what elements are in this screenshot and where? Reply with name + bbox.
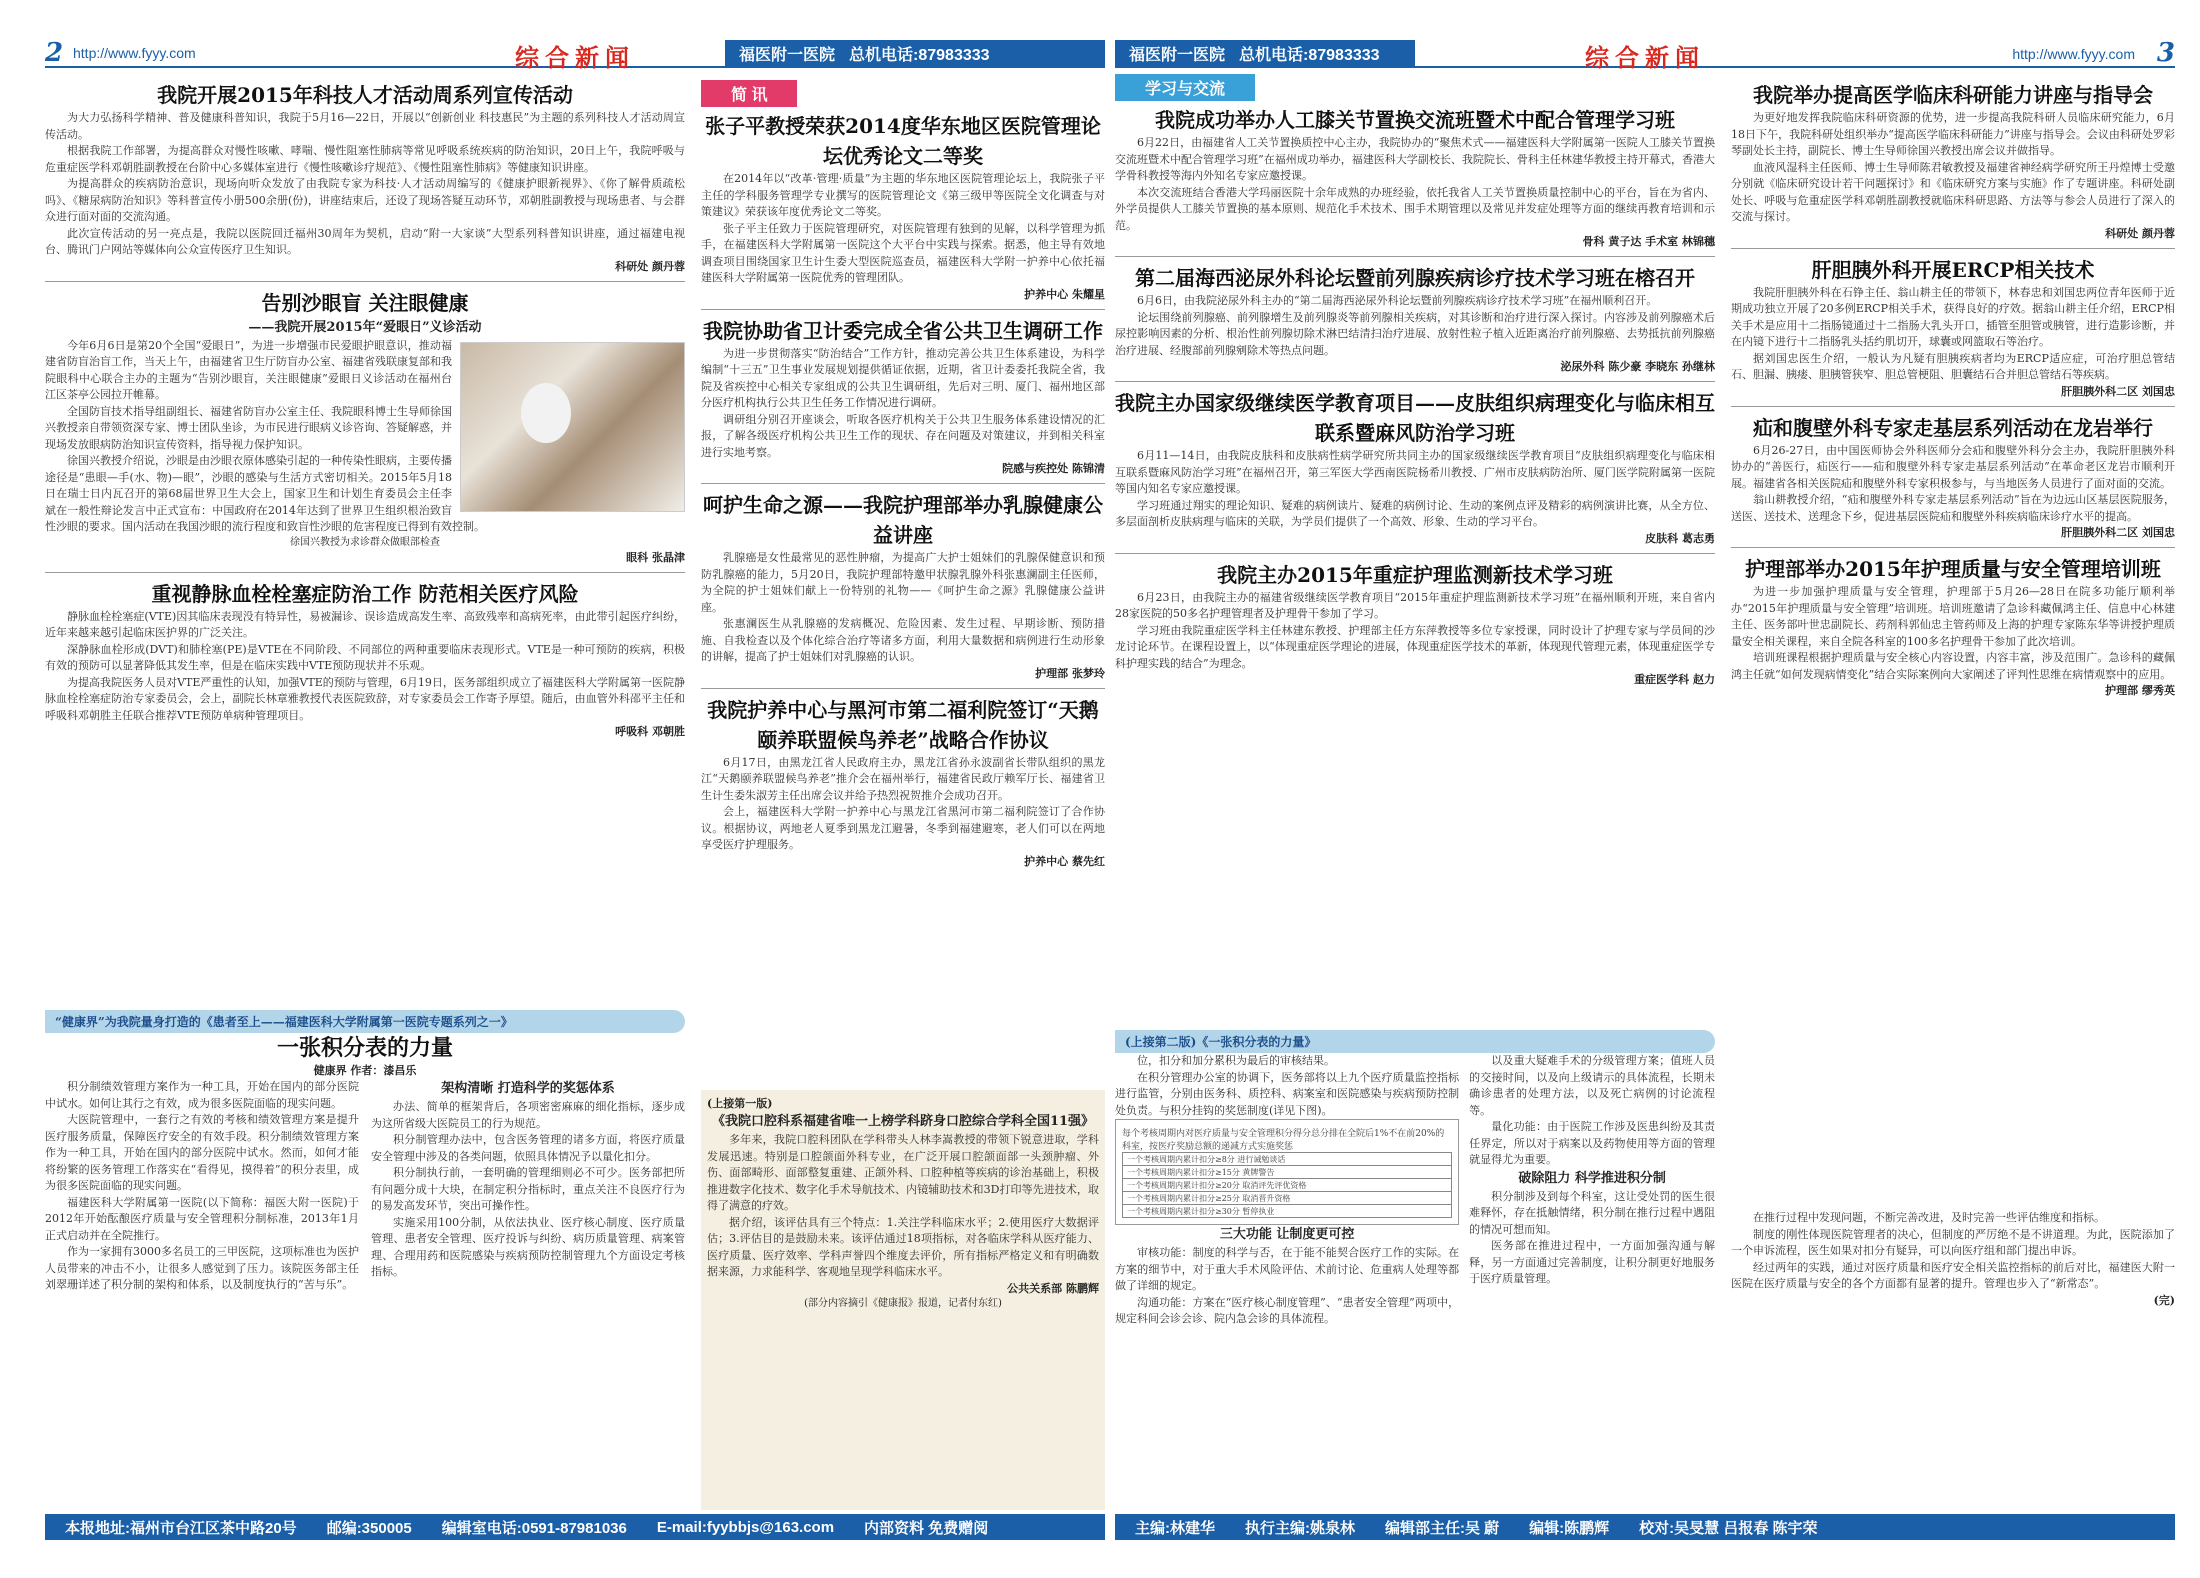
divider [701,688,1105,689]
page-3 [1115,40,2175,1540]
right-main-column [1115,74,1715,1024]
feature-continued-end: 在推行过程中发现问题，不断完善改进，及时完善一些评估维度和指标。 制度的刚性体现医院管理者的决心，但制度的严厉绝不是不讲道理。为此，医院添加了一个申诉流程，医生如果对扣分有疑异，可以向医疗组和部门提出申诉。 经过两年的实践，通过对医疗质量和医疗安全相关监控指标的前后对比，福建医大附一医院在医疗质量与安全的各个方面都有显著的提升。管理也步入了“新常态”。 (完) [1731,1211,2175,1307]
left-side-column [701,80,1105,1080]
page-header [1115,38,2175,72]
divider [1115,256,1715,257]
byline: 肝胆胰外科二区 刘国忠 [2061,384,2175,398]
article-public-health: 我院协助省卫计委完成全省公共卫生调研工作 为进一步贯彻落实“防治结合”工作方针，推动完善公共卫生体系建设，为科学编制“十三五”卫生事业发展规划提供循证依据，近期，省卫计委委托我院全省，我院及省疾控中心相关专家组成的公共卫生调研组，先后对三明、厦门、福州地区部分医疗机构执行公共卫生任务工作情况进行调研。 调研组分别召开座谈会，听取各医疗机构关于公共卫生服务体系建设情况的汇报，了解各级医疗机构公共卫生工作的现状、存在问题及对策建议，并到相关科室进行实地考察。 院感与疾控处 陈锦清 [701,316,1105,478]
feature-ribbon: “健康界”为我院量身打造的《患者至上——福建医科大学附属第一医院专题系列之一》 [45,1010,685,1033]
article-knee: 我院成功举办人工膝关节置换交流班暨术中配合管理学习班 6月22日，由福建省人工关节置换质控中心主办，我院协办的“聚焦术式——福建医科大学附属第一医院人工膝关节置换交流班暨术中配合管理学习班”在福州成功举办，福建医科大学副校长、我院院长、骨科主任林建华教授主持开幕式，香港大学骨科教授等海内外知名专家应邀授课。 本次交流班结合香港大学玛丽医院十余年成熟的办班经验，依托我省人工关节置换质量控制中心的平台，旨在为省内、外学员提供人工膝关节置换的基本原则、规范化手术技术、围手术期管理以及常见并发症处理等方面的继续再教育培训和示范。 骨科 黄子达 手术室 林锦穗 [1115,105,1715,250]
feature-col-2: 架构清晰 打造科学的奖惩体系 办法、简单的框架背后，各项密密麻麻的细化指标，逐步成为这所省级大医院员工的行为规范。 积分制管理办法中，包含医务管理的诸多方面，将医疗质量安全管理中涉及的各类问题，依照具体情况予以量化扣分。 积分制执行前，一套明确的管理细则必不可少。医务部把所有问题分成十大块，在制定积分指标时，重点关注不良医疗行为的易发高发环节，突出可操作性。 实施采用100分制，从依法执业、医疗核心制度、医疗质量管理、患者安全管理、医疗投诉与纠纷、病历质量管理、病案管理、合理用药和医院感染与疾病预防控制管理九个方面设定考核指标。 [371,1081,685,1278]
byline: 呼吸科 邓朝胜 [615,725,685,738]
byline: 公共关系部 陈鹏辉 [1007,1281,1099,1295]
box-note: (部分内容摘引《健康报》报道，记者付东红) [804,1297,1002,1309]
divider [1115,553,1715,554]
article-title: 我院护养中心与黑河市第二福利院签订“天鹅颐养联盟候鸟养老”战略合作协议 [707,697,1099,752]
byline: 护理部 张梦玲 [1035,666,1105,680]
hospital-banner: 福医附一医院 总机电话:87983333 [1115,40,1415,66]
article-dermatology: 我院主办国家级继续医学教育项目——皮肤组织病理变化与临床相互联系暨麻风防治学习班 6月11—14日，由我院皮肤科和皮肤病性病学研究所共同主办的国家级继续医学教育项目“皮肤组织病理变化与临床相互联系暨麻风防治学习班”在福州召开，第三军医大学西南医院杨希川教授、广州市皮肤病防治所、厦门医学院附属第一医院等国内知名专家应邀授课。 学习班通过翔实的理论知识、疑难的病例读片、疑难的病例讨论、生动的案例点评及精彩的病例演讲比赛，从全方位、多层面剖析皮肤病理与临床的关联，为学员们提供了一个高效、形象、生动的学习平台。 皮肤科 葛志勇 [1115,388,1715,547]
article-title: 告别沙眼盲 关注眼健康 [261,290,469,315]
left-main-column [45,80,685,1000]
end-mark: (完) [2153,1293,2175,1307]
section-tag: 学习与交流 [1115,74,1255,101]
article-title: 重视静脉血栓栓塞症防治工作 防范相关医疗风险 [151,581,579,606]
box-head: (上接第一版) [707,1097,773,1110]
feature-continued-body [1115,1053,1715,1328]
photo-caption: 徐国兴教授为求诊群众做眼部检查 [290,536,440,548]
article-title: 疝和腹壁外科专家走基层系列活动在龙岩举行 [1753,415,2153,440]
article-hernia: 疝和腹壁外科专家走基层系列活动在龙岩举行 6月26-27日，由中国医师协会外科医师分会疝和腹壁外科分会主办，我院肝胆胰外科协办的“善医行，疝医行——疝和腹壁外科专家走基层系列活动”在革命老区龙岩市顺利开展。福建省各相关医院疝和腹壁外科专家积极参与，与当地医务人员进行了面对面的交流。 翁山耕教授介绍，“疝和腹壁外科专家走基层系列活动”旨在为边远山区基层医院服务，送医、送技术、送理念下乡，促进基层医院疝和腹壁外科疾病临床诊疗水平的提高。 肝胆胰外科二区 刘国忠 [1731,413,2175,542]
page-footer: 主编:林建华 执行主编:姚泉林 编辑部主任:吴 蔚 编辑:陈鹏辉 校对:吴旻慧 吕报春 陈宇荣 [1115,1514,2175,1540]
article-research-lecture: 我院举办提高医学临床科研能力讲座与指导会 为更好地发挥我院临床科研资源的优势，进一步提高我院科研人员临床研究能力，6月18日下午，我院科研处组织举办“提高医学临床科研能力”讲座与指导会。会议由科研处罗彩琴副处长主持，副院长、博士生导师徐国兴教授出席会议并做指导。 血液风湿科主任医师、博士生导师陈君敏教授及福建省神经病学研究所王丹煌博士受邀分别就《临床研究设计若干问题探讨》和《临床研究方案与实施》作了专题讲座。科研处副处长、呼吸与危重症医学科邓朝胜副教授就临床科研思路、方法等与参会人员进行了深入的交流与探讨。 科研处 颜丹蓉 [1731,80,2175,242]
page-footer: 本报地址:福州市台江区茶中路20号 邮编:350005 编辑室电话:0591-87981036 E-mail:fyybbjs@163.com 内部资料 免费赠阅 [45,1514,1105,1540]
article-title: 我院开展2015年科技人才活动周系列宣传活动 [157,83,573,107]
divider [45,572,685,573]
eye-exam-photo [460,342,685,512]
byline: 护理部 缪秀英 [2105,684,2175,697]
divider [45,281,685,282]
feature-subhead: 三大功能 让制度更可控 [1219,1227,1355,1242]
feature-subhead: 破除阻力 科学推进积分制 [1518,1170,1666,1186]
article-title: 我院主办国家级继续医学教育项目——皮肤组织病理变化与临床相互联系暨麻风防治学习班 [1115,391,1715,445]
article-heihe: 我院护养中心与黑河市第二福利院签订“天鹅颐养联盟候鸟养老”战略合作协议 6月17日，由黑龙江省人民政府主办，黑龙江省孙永波副省长带队组织的黑龙江“天鹅颐养联盟候鸟养老”推介会在福州举行，福建省民政厅赖军厅长、福建省卫生计生委朱淑芳主任出席会议并给予热烈祝贺推介会成功召开。 会上，福建医科大学附一护养中心与黑龙江省黑河市第二福利院签订了合作协议。根据协议，两地老人夏季到黑龙江避暑，冬季到福建避寒，老人们可以在两地享受医疗护理服务。 护养中心 蔡先红 [701,695,1105,870]
feature-scoresheet [45,1010,685,1510]
article-title: 我院协助省卫计委完成全省公共卫生调研工作 [703,318,1103,343]
footer-email[interactable]: E-mail:fyybbjs@163.com [656,1518,835,1536]
feature-col-1: 积分制绩效管理方案作为一种工具，开始在国内的部分医院中试水。如何让其行之有效，成为很多医院面临的现实问题。 大医院管理中，一套行之有效的考核和绩效管理方案是提升医疗服务质量，保障医疗安全的有效手段。积分制绩效管理方案作为一种工具，开始在国内的部分医院中试水。然而，如何才能将纷繁的医务管理工作落实在“看得见，摸得着”的积分表里，成为很多医院面临的现实问题。 福建医科大学附属第一医院(以下简称：福医大附一医院)于2012年开始酝酿医疗质量与安全管理积分制标准，2013年1月正式启动并在全院推行。 作为一家拥有3000多名员工的三甲医院，这项标准也为医护人员带来的冲击不小，让很多人感觉到了压力。该院医务部主任刘翠珊详述了积分制的架构和体系，以及制度执行的“苦与乐”。 [45,1080,359,1291]
article-icu-nursing: 我院主办2015年重症护理监测新技术学习班 6月23日，由我院主办的福建省级继续医学教育项目“2015年重症护理监测新技术学习班”在福州顺利开班，来自省内28家医院的50多名护理管理者及护理骨干参加了学习。 学习班由我院重症医学科主任林建东教授、护理部主任方东萍教授等多位专家授课，同时设计了护理专家与学员间的沙龙讨论环节。在课程设置上，以“体现重症医学理论的进展，体现重症医学技术的革新，体现现代管理元素，体现重症医学专科护理实践的结合”为理念。 重症医学科 赵力 [1115,560,1715,689]
article-urology: 第二届海西泌尿外科论坛暨前列腺疾病诊疗技术学习班在榕召开 6月6日，由我院泌尿外科主办的“第二届海西泌尿外科论坛暨前列腺疾病诊疗技术学习班”在福州顺利召开。 论坛围绕前列腺癌、前列腺增生及前列腺炎等前列腺相关疾病，对其诊断和治疗进行深入探讨。内容涉及前列腺癌术后尿控影响因素的分析、根治性前列腺切除术淋巴结清扫治疗进展、放射性粒子植入近距离治疗前列腺癌、去势抵抗前列腺癌治疗进展、经腹部前列腺剜除术等热点问题。 泌尿外科 陈少豪 李晓东 孙继林 [1115,263,1715,375]
article-title: 我院主办2015年重症护理监测新技术学习班 [1217,562,1613,587]
penalty-table: 每个考核周期内对医疗质量与安全管理积分得分总分排在全院后1%不在前20%的科室，按医疗奖励总额的递减方式实施奖惩 一个考核周期内累计扣分≥8分 进行诫勉谈话 一个考核周期内累计扣分≥15分 黄牌警告 一个考核周期内累计扣分≥20分 取消评先评优资格 一个考核周期内累计扣分≥25分 取消晋升资格 一个考核周期内累计扣分≥30分 暂停执业 [1115,1119,1459,1225]
divider [701,483,1105,484]
article-title: 张子平教授荣获2014度华东地区医院管理论坛优秀论文二等奖 [705,114,1101,168]
divider [1731,248,2175,249]
feature-continued [1115,1030,1715,1510]
article-title: 呵护生命之源——我院护理部举办乳腺健康公益讲座 [703,493,1103,547]
article-vte: 重视静脉血栓栓塞症防治工作 防范相关医疗风险 静脉血栓栓塞症(VTE)因其临床表现没有特异性，易被漏诊、误诊造成高发生率、高致残率和高病死率，由此带引起医疗纠纷，近年来越来越引起临床医护界的广泛关注。 深静脉血栓形成(DVT)和肺栓塞(PE)是VTE在不同阶段、不同部位的两种重要临床表现形式。VTE是一种可预防的疾病，积极有效的预防可以显著降低其发生率，但是在临床实践中VTE预防现状并不乐观。 为提高我院医务人员对VTE严重性的认知，加强VTE的预防与管理，6月19日，医务部组织成立了福建医科大学附属第一医院静脉血栓栓塞症防治专家委员会，会上，副院长林章雅教授代表医院致辞，对专家委员会工作寄予厚望。随后，由血管外科邵平主任和呼吸科邓朝胜主任联合推荐VTE预防单病种管理项目。 呼吸科 邓朝胜 [45,579,685,741]
page-header [45,38,1105,72]
feature-subhead: 架构清晰 打造科学的奖惩体系 [441,1081,615,1096]
article-breast-health: 呵护生命之源——我院护理部举办乳腺健康公益讲座 乳腺癌是女性最常见的恶性肿瘤，为提高广大护士姐妹们的乳腺保健意识和预防乳腺癌的能力，5月20日，我院护理部特邀甲状腺乳腺外科张惠澜副主任医师，为全院的护士姐妹们献上一份特别的礼物——《呵护生命之源》乳腺健康公益讲座。 张惠澜医生从乳腺癌的发病概况、危险因素、发生过程、早期诊断、预防措施、自我检查以及个体化综合治疗等诸多方面，利用大量数据和病例进行生动形象的讲解，提高了护士姐妹们对乳腺癌的认识。 护理部 张梦玲 [701,490,1105,682]
byline: 骨科 黄子达 手术室 林锦穗 [1582,235,1715,248]
site-url[interactable]: http://www.fyyy.com [2012,46,2135,62]
feature-continued-col-2: 以及重大疑难手术的分级管理方案；值班人员的交接时间，以及向上级请示的具体流程，长期未确诊患者的处理方法，以及死亡病例的讨论流程等。 量化功能：由于医院工作涉及医患纠纷及其责任界定，所以对于病案以及药物使用等方面的管理就显得尤为重要。 破除阻力 科学推进积分制 积分制涉及到每个科室，这让受处罚的医生很难释怀，存在抵触情绪，积分制在推行过程中遇阻的情况可想而知。 医务部在推进过程中，一方面加强沟通与解释，另一方面通过完善制度，让积分制更好地服务于医疗质量管理。 [1469,1054,1715,1285]
article-eye-day: 告别沙眼盲 关注眼健康 ——我院开展2015年“爱眼日”义诊活动 今年6月6日是第20个全国“爱眼日”，为进一步增强市民爱眼护眼意识，推动福建省防盲治盲工作，当天上午，由福建省卫生厅防盲办公室、福建省残联康复部和我院眼科中心联合主办的主题为“告别沙眼盲，关注眼健康”爱眼日义诊活动在福州台江区茶亭公园拉开帷幕。 全国防盲技术指导组副组长、福建省防盲办公室主任、我院眼科博士生导师徐国兴教授亲自带领资深专家、博士团队坐诊，为市民进行眼病义诊咨询、答疑解惑，并现场发放眼病防治知识宣传资料，指导视力保护知识。 徐国兴教授介绍说，沙眼是由沙眼衣原体感染引起的一种传染性眼病，主要传播途径是“患眼—手(水、物)—眼”，沙眼的感染与生活方式密切相关。2015年5月18日在瑞士日内瓦召开的第68届世界卫生大会上，国家卫生和计划生育委员会主任李斌在一般性辩论发言中正式宣布：中国政府在2014年达到了世界卫生组织根治致盲性沙眼的要求。国内活动在我国沙眼的流行程度和致盲性沙眼的危害程度已得到有效控制。 徐国兴教授为求诊群众做眼部检查 眼科 张晶津 [45,288,685,566]
page-2 [45,40,1105,1540]
right-side-column [1731,80,2175,1200]
divider [701,309,1105,310]
byline: 护养中心 蔡先红 [1024,854,1105,868]
byline: 科研处 颜丹蓉 [615,259,685,273]
continued-head: (上接第二版)《一张积分表的力量》 [1115,1030,1715,1053]
byline: 护养中心 朱耀星 [1024,287,1105,301]
continued-box-dental: (上接第一版) 《我院口腔科系福建省唯一上榜学科跻身口腔综合学科全国11强》 多年来，我院口腔科团队在学科带头人林李嵩教授的带领下锐意进取，学科发展迅速。特别是口腔颌面外科专业，在广泛开展口腔颌面部一头颈肿瘤、外伤、面部畸形、面部整复重建、正颌外科、口腔种植等疾病的诊治基础上，积极推进数字化技术、数字化手术导航技术、内镜辅助技术和3D打印等先进技术，取得了满意的疗效。 据介绍，该评估具有三个特点：1.关注学科临床水平；2.使用医疗大数据评估；3.评估目的是鼓励未来。该评估通过18项指标，对各临床学科从医疗能力、医疗质量、医疗效率、学科声誉四个维度去评价，所有指标严格定义和有明确数据来源，力求能科学、客观地呈现学科临床水平。 公共关系部 陈鹏辉 (部分内容摘引《健康报》报道，记者付东红) [701,1090,1105,1510]
article-title: 我院举办提高医学临床科研能力讲座与指导会 [1753,83,2153,107]
brief-tag: 简 讯 [701,80,797,107]
feature-title: 一张积分表的力量 [276,1035,453,1061]
divider [1731,547,2175,548]
feature-continued-col-1: 位，扣分和加分累积为最后的审核结果。 在积分管理办公室的协调下，医务部将以上九个医疗质量监控指标进行监管，分别由医务科、质控科、病案室和医院感染与疾病预防控制处负责。与积分挂钩的奖惩制度(详见下图)。 每个考核周期内对医疗质量与安全管理积分得分总分排在全院后1%不在前20%的科室，按医疗奖励总额的递减方式实施奖惩 一个考核周期内累计扣分≥8分 进行诫勉谈话 一个考核周期内累计扣分≥15分 黄牌警告 一个考核周期内累计扣分≥20分 取消评先评优资格 一个考核周期内累计扣分≥25分 取消晋升资格 一个考核周期内累计扣分≥30分 暂停执业 三大功能 让制度更可控 审核功能：制度的科学与否，在于能不能契合医疗工作的实际。在方案的细节中，对于重大手术风险评估、术前讨论、危重病人处理等都做了详细的规定。 沟通功能：方案在“医疗核心制度管理”、“患者安全管理”两项中，规定科间会诊会诊、院内急会诊的具体流程。 [1115,1054,1460,1325]
masthead: 综合新闻 [515,43,635,72]
article-award: 张子平教授荣获2014度华东地区医院管理论坛优秀论文二等奖 在2014年以“改革·管理·质量”为主题的华东地区医院管理论坛上，我院张子平主任的学科服务管理学专业撰写的医院管理论文《第三级甲等医院全文化调查与对策建议》荣获该年度优秀论文二等奖。 张子平主任致力于医院管理研究，对医院管理有独到的见解，以科学管理为抓手，在福建医科大学附属第一医院这个大平台中实践与探索。据悉，他主导有效地调查项目围绕国家卫生计生委大型医院巡查员，福建医科大学附一护养中心依托福建医科大学附属第一医院优秀的管理团队。 护养中心 朱耀星 [701,111,1105,303]
article-title: 第二届海西泌尿外科论坛暨前列腺疾病诊疗技术学习班在榕召开 [1135,266,1695,290]
page-number: 3 [2156,38,2175,68]
feature-body [45,1079,685,1294]
box-title: 《我院口腔科系福建省唯一上榜学科跻身口腔综合学科全国11强》 [711,1114,1095,1129]
article-tech-week: 我院开展2015年科技人才活动周系列宣传活动 为大力弘扬科学精神、普及健康科普知识，我院于5月16—22日，开展以“创新创业 科技惠民”为主题的系列科技人才活动周宣传活动。 根据我院工作部署，为提高群众对慢性咳嗽、哮喘、慢性阻塞性肺病等常见呼吸系统疾病的防治知识，20日上午，我院呼吸与危重症医学科邓朝胜副教授在台阶中心多媒体室进行《慢性咳嗽诊疗规范》、《慢性阻塞性肺病》等健康知识讲座。 为提高群众的疾病防治意识，现场向听众发放了由我院专家为科技·人才活动周编写的《健康护眼新视界》、《你了解骨质疏松吗》、《糖尿病防治知识》等科普宣传小册500余册(份)，讲座结束后，还设了现场答疑互动环节，邓朝胜副教授与现场患者、与会群众进行面对面的交流沟通。 此次宣传活动的另一亮点是，我院以医院回迁福州30周年为契机，启动“附一大家谈”大型系列科普知识讲座，通过福建电视台、腾讯门户网站等媒体向公众宣传医疗卫生知识。 科研处 颜丹蓉 [45,80,685,275]
hospital-banner: 福医附一医院 总机电话:87983333 [725,40,1105,66]
masthead: 综合新闻 [1585,43,1705,72]
byline: 眼科 张晶津 [626,550,685,564]
article-nursing-quality: 护理部举办2015年护理质量与安全管理培训班 为进一步加强护理质量与安全管理，护理部于5月26—28日在院多功能厅顺利举办“2015年护理质量与安全管理”培训班。培训班邀请了急诊科藏佩鸿主任、信息中心林建主任、医务部叶世忠副院长、药剂科郭仙忠主管药师及上海的护理专家陈东华等讲授护理质量安全相关课程，来自全院各科室的100多名护理骨干参加了此次培训。 培训班课程根据护理质量与安全核心内容设置，内容丰富，涉及范围广。急诊科的藏佩鸿主任就“如何发现病情变化”结合实际案例向大家阐述了评判性思维在病情观察中的应用。 护理部 缪秀英 [1731,554,2175,699]
byline: 科研处 颜丹蓉 [2105,226,2175,240]
article-subtitle: ——我院开展2015年“爱眼日”义诊活动 [248,319,482,335]
feature-byline: 健康界 作者：漆昌乐 [313,1064,417,1077]
divider [1115,381,1715,382]
byline: 重症医学科 赵力 [1634,673,1715,686]
article-title: 护理部举办2015年护理质量与安全管理培训班 [1745,557,2161,581]
byline: 院感与疾控处 陈锦清 [1002,462,1105,475]
page-number: 2 [45,38,64,68]
article-title: 肝胆胰外科开展ERCP相关技术 [1811,257,2095,282]
article-title: 我院成功举办人工膝关节置换交流班暨术中配合管理学习班 [1155,108,1675,132]
byline: 泌尿外科 陈少豪 李晓东 孙继林 [1560,360,1715,373]
byline: 肝胆胰外科二区 刘国忠 [2061,526,2175,539]
site-url[interactable]: http://www.fyyy.com [73,45,196,61]
byline: 皮肤科 葛志勇 [1645,531,1715,545]
article-ercp: 肝胆胰外科开展ERCP相关技术 我院肝胆胰外科在石铮主任、翁山耕主任的带领下，林春忠和刘国忠两位青年医师于近期成功独立开展了20多例ERCP相关手术，获得良好的疗效。据翁山耕主任介绍，ERCP相关手术是应用十二指肠镜通过十二指肠大乳头开口，插管至胆管或胰管，进行造影诊断，并在内镜下进行十二指肠乳头括约肌切开，球囊或网篮取石等治疗。 据刘国忠医生介绍，一般认为凡疑有胆胰疾病者均为ERCP适应症，可治疗胆总管结石、胆漏、胰瘘、胆胰管狭窄、胆总管梗阻、胆囊结石合并胆总管结石等疾病。 肝胆胰外科二区 刘国忠 [1731,255,2175,400]
divider [1731,406,2175,407]
